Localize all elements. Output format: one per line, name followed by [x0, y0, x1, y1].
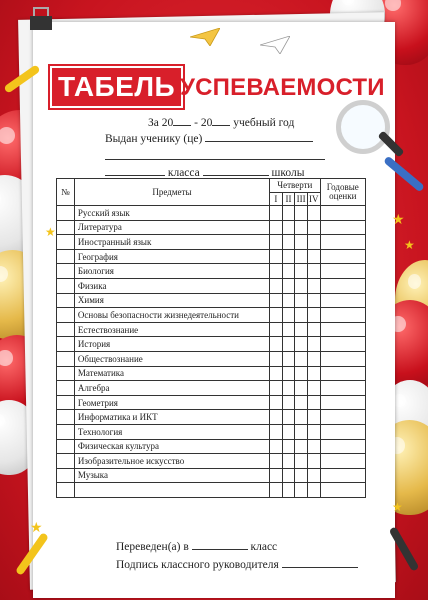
page-title	[50, 62, 385, 108]
quarter-grade-cell[interactable]	[282, 424, 295, 439]
subject-cell: История	[74, 337, 269, 352]
quarter-grade-cell[interactable]	[270, 395, 283, 410]
subject-cell: География	[74, 249, 269, 264]
annual-grade-cell[interactable]	[320, 249, 365, 264]
school-label: школы	[271, 167, 305, 179]
quarter-grade-cell[interactable]	[270, 278, 283, 293]
annual-grade-cell[interactable]	[320, 264, 365, 279]
row-number-cell	[57, 424, 75, 439]
row-number-cell	[57, 381, 75, 396]
quarter-grade-cell[interactable]	[307, 439, 320, 454]
table-row	[57, 235, 366, 250]
quarter-grade-cell[interactable]	[282, 439, 295, 454]
quarter-grade-cell[interactable]	[295, 410, 308, 425]
row-number-cell	[57, 308, 75, 323]
binder-clip-icon	[28, 6, 54, 28]
quarter-grade-cell[interactable]	[282, 278, 295, 293]
annual-grade-cell[interactable]	[320, 220, 365, 235]
quarter-grade-cell[interactable]	[307, 293, 320, 308]
quarter-grade-cell[interactable]	[295, 206, 308, 221]
table-row	[57, 410, 366, 425]
name-second-line	[105, 148, 325, 163]
table-row	[57, 264, 366, 279]
table-row	[57, 395, 366, 410]
annual-grade-cell[interactable]	[320, 206, 365, 221]
subject-cell: Биология	[74, 264, 269, 279]
table-row	[57, 454, 366, 469]
quarter-grade-cell[interactable]	[307, 395, 320, 410]
annual-grade-cell[interactable]	[320, 454, 365, 469]
quarter-grade-cell[interactable]	[307, 468, 320, 483]
row-number-cell	[57, 366, 75, 381]
signature-line	[116, 556, 358, 571]
star-icon: ★	[392, 212, 405, 228]
annual-grade-cell[interactable]	[320, 395, 365, 410]
quarter-grade-cell[interactable]	[270, 293, 283, 308]
quarter-grade-cell[interactable]	[307, 351, 320, 366]
quarter-grade-cell[interactable]	[307, 410, 320, 425]
quarter-grade-cell[interactable]	[282, 366, 295, 381]
title-rest: УСПЕВАЕМОСТИ	[180, 74, 385, 101]
table-row	[57, 293, 366, 308]
quarter-grade-cell[interactable]	[307, 454, 320, 469]
class-label: класса	[167, 167, 200, 179]
quarter-grade-cell[interactable]	[282, 220, 295, 235]
table-row	[57, 249, 366, 264]
year-mid: - 20	[194, 117, 213, 129]
table-row	[57, 351, 366, 366]
magnifier-icon	[336, 100, 390, 154]
quarter-grade-cell[interactable]	[295, 483, 308, 498]
quarter-grade-cell[interactable]	[307, 483, 320, 498]
quarter-grade-cell[interactable]	[295, 337, 308, 352]
subject-cell: Химия	[74, 293, 269, 308]
quarter-header: IV	[309, 193, 319, 204]
quarter-grade-cell[interactable]	[295, 322, 308, 337]
annual-grade-cell[interactable]	[320, 424, 365, 439]
row-number-cell	[57, 220, 75, 235]
annual-grade-cell[interactable]	[320, 337, 365, 352]
quarter-grade-cell[interactable]	[282, 410, 295, 425]
subject-cell: Информатика и ИКТ	[74, 410, 269, 425]
quarter-grade-cell[interactable]	[295, 439, 308, 454]
quarter-grade-cell[interactable]	[307, 308, 320, 323]
quarter-grade-cell[interactable]	[282, 483, 295, 498]
annual-grade-cell[interactable]	[320, 410, 365, 425]
annual-grade-cell[interactable]	[320, 278, 365, 293]
quarter-grade-cell[interactable]	[270, 337, 283, 352]
transferred-prefix: Переведен(а) в	[116, 541, 189, 553]
year-start-field[interactable]	[173, 114, 191, 126]
quarter-grade-cell[interactable]	[270, 439, 283, 454]
table-row	[57, 308, 366, 323]
annual-grade-cell[interactable]	[320, 235, 365, 250]
row-number-cell	[57, 249, 75, 264]
year-suffix: учебный год	[233, 117, 295, 129]
subject-cell: Геометрия	[74, 395, 269, 410]
subject-cell: Физическая культура	[74, 439, 269, 454]
signature-label: Подпись классного руководителя	[116, 559, 279, 571]
quarter-grade-cell[interactable]	[307, 381, 320, 396]
annual-grade-cell[interactable]	[320, 322, 365, 337]
subject-cell: Русский язык	[74, 206, 269, 221]
quarter-grade-cell[interactable]	[282, 395, 295, 410]
row-number-cell	[57, 454, 75, 469]
quarter-grade-cell[interactable]	[307, 278, 320, 293]
quarter-grade-cell[interactable]	[282, 337, 295, 352]
row-number-cell	[57, 264, 75, 279]
paper-plane-icon	[190, 28, 220, 51]
year-end-field[interactable]	[212, 114, 230, 126]
row-number-cell	[57, 206, 75, 221]
quarter-grade-cell[interactable]	[270, 308, 283, 323]
star-icon: ★	[30, 520, 43, 536]
quarter-grade-cell[interactable]	[270, 322, 283, 337]
quarter-grade-cell[interactable]	[295, 395, 308, 410]
table-row	[57, 468, 366, 483]
quarter-grade-cell[interactable]	[282, 206, 295, 221]
row-number-cell	[57, 278, 75, 293]
annual-grade-cell[interactable]	[320, 483, 365, 498]
star-icon: ★	[404, 238, 415, 252]
subject-cell: Математика	[74, 366, 269, 381]
quarter-grade-cell[interactable]	[295, 249, 308, 264]
table-row	[57, 337, 366, 352]
row-number-cell	[57, 395, 75, 410]
quarter-grade-cell[interactable]	[282, 249, 295, 264]
quarter-grade-cell[interactable]	[282, 264, 295, 279]
issued-to-line	[105, 130, 313, 145]
row-number-cell	[57, 439, 75, 454]
subject-cell: Музыка	[74, 468, 269, 483]
quarter-grade-cell[interactable]	[307, 206, 320, 221]
quarter-grade-cell[interactable]	[270, 351, 283, 366]
school-field[interactable]	[203, 164, 269, 176]
subject-cell: Изобразительное искусство	[74, 454, 269, 469]
quarter-grade-cell[interactable]	[282, 322, 295, 337]
table-row	[57, 206, 366, 221]
transferred-suffix: класс	[250, 541, 278, 553]
annual-grade-cell[interactable]	[320, 468, 365, 483]
annual-grade-cell[interactable]	[320, 439, 365, 454]
quarter-grade-cell[interactable]	[295, 366, 308, 381]
signature-field[interactable]	[282, 556, 358, 568]
quarter-grade-cell[interactable]	[307, 322, 320, 337]
quarter-header: III	[296, 193, 306, 204]
table-row	[57, 220, 366, 235]
annual-grade-cell[interactable]	[320, 293, 365, 308]
quarter-grade-cell[interactable]	[282, 308, 295, 323]
quarter-grade-cell[interactable]	[295, 278, 308, 293]
quarter-grade-cell[interactable]	[270, 483, 283, 498]
paper-plane-icon	[260, 36, 290, 59]
quarter-grade-cell[interactable]	[270, 206, 283, 221]
star-icon: ★	[392, 500, 403, 514]
transferred-line	[116, 538, 277, 553]
quarter-grade-cell[interactable]	[295, 351, 308, 366]
quarter-grade-cell[interactable]	[307, 220, 320, 235]
quarter-grade-cell[interactable]	[270, 424, 283, 439]
quarter-grade-cell[interactable]	[282, 468, 295, 483]
subject-cell: Литература	[74, 220, 269, 235]
grades-table	[56, 178, 366, 498]
quarter-grade-cell[interactable]	[270, 454, 283, 469]
subject-cell: Алгебра	[74, 381, 269, 396]
quarter-grade-cell[interactable]	[270, 220, 283, 235]
row-number-cell	[57, 235, 75, 250]
subject-cell: Технология	[74, 424, 269, 439]
quarter-grade-cell[interactable]	[270, 249, 283, 264]
annual-grade-cell[interactable]	[320, 308, 365, 323]
student-name-field-2[interactable]	[105, 148, 325, 160]
quarter-grade-cell[interactable]	[295, 454, 308, 469]
quarter-grade-cell[interactable]	[295, 220, 308, 235]
quarter-grade-cell[interactable]	[295, 308, 308, 323]
year-line	[148, 114, 294, 129]
student-name-field[interactable]	[205, 130, 313, 142]
quarter-grade-cell[interactable]	[282, 235, 295, 250]
table-row	[57, 278, 366, 293]
next-class-field[interactable]	[192, 538, 248, 550]
quarter-grade-cell[interactable]	[270, 264, 283, 279]
quarter-grade-cell[interactable]	[307, 235, 320, 250]
quarter-grade-cell[interactable]	[307, 264, 320, 279]
col-annual-header: Годовые оценки	[320, 179, 365, 206]
quarter-grade-cell[interactable]	[282, 454, 295, 469]
col-number-header: №	[57, 179, 75, 206]
quarter-grade-cell[interactable]	[270, 366, 283, 381]
issued-to-label: Выдан ученику (це)	[105, 133, 203, 145]
row-number-cell	[57, 293, 75, 308]
subject-cell	[74, 483, 269, 498]
row-number-cell	[57, 351, 75, 366]
row-number-cell	[57, 322, 75, 337]
row-number-cell	[57, 410, 75, 425]
quarter-grade-cell[interactable]	[295, 468, 308, 483]
quarter-grade-cell[interactable]	[295, 293, 308, 308]
class-field[interactable]	[105, 164, 165, 176]
class-school-line	[105, 164, 304, 179]
row-number-cell	[57, 483, 75, 498]
table-row	[57, 381, 366, 396]
table-row	[57, 424, 366, 439]
quarter-grade-cell[interactable]	[295, 264, 308, 279]
annual-grade-cell[interactable]	[320, 366, 365, 381]
quarter-grade-cell[interactable]	[307, 249, 320, 264]
table-row	[57, 483, 366, 498]
row-number-cell	[57, 468, 75, 483]
annual-grade-cell[interactable]	[320, 351, 365, 366]
subject-cell: Иностранный язык	[74, 235, 269, 250]
quarter-grade-cell[interactable]	[282, 381, 295, 396]
col-subjects-header: Предметы	[74, 179, 269, 206]
table-row	[57, 322, 366, 337]
quarter-grade-cell[interactable]	[282, 351, 295, 366]
quarter-grade-cell[interactable]	[270, 235, 283, 250]
star-icon: ★	[45, 225, 56, 239]
quarter-grade-cell[interactable]	[270, 381, 283, 396]
subject-cell: Основы безопасности жизнедеятельности	[74, 308, 269, 323]
title-boxed: ТАБЕЛЬ	[50, 66, 183, 108]
table-row	[57, 366, 366, 381]
subject-cell: Физика	[74, 278, 269, 293]
subject-cell: Естествознание	[74, 322, 269, 337]
quarter-grade-cell[interactable]	[307, 366, 320, 381]
year-prefix: За 20	[148, 117, 174, 129]
table-row	[57, 439, 366, 454]
quarter-grade-cell[interactable]	[295, 235, 308, 250]
quarter-grade-cell[interactable]	[307, 337, 320, 352]
col-quarters-header: Четверти	[270, 179, 321, 193]
row-number-cell	[57, 337, 75, 352]
subject-cell: Обществознание	[74, 351, 269, 366]
quarter-grade-cell[interactable]	[270, 468, 283, 483]
quarter-grade-cell[interactable]	[282, 293, 295, 308]
quarter-grade-cell[interactable]	[270, 410, 283, 425]
quarter-grade-cell[interactable]	[295, 381, 308, 396]
quarter-header: II	[282, 192, 295, 206]
annual-grade-cell[interactable]	[320, 381, 365, 396]
quarter-header: I	[270, 192, 283, 206]
quarter-grade-cell[interactable]	[307, 424, 320, 439]
quarter-grade-cell[interactable]	[295, 424, 308, 439]
